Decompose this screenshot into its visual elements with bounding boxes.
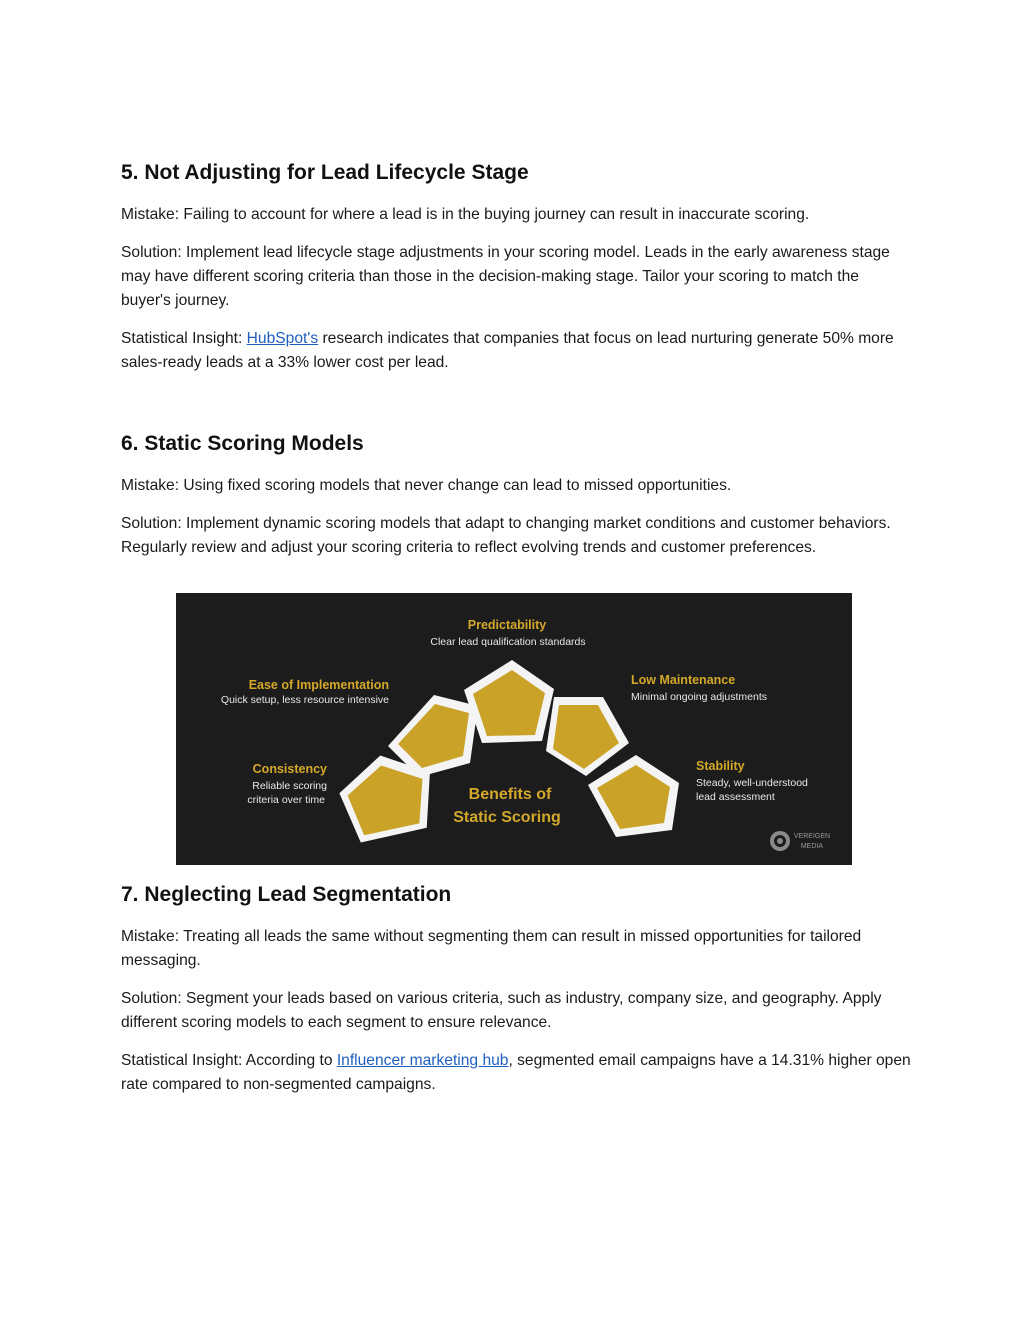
section-7-insight bbox=[121, 1049, 911, 1097]
benefits-infographic bbox=[176, 593, 852, 865]
benefit-low-maintenance-desc: Minimal ongoing adjustments bbox=[631, 691, 767, 703]
section-6-heading: 6. Static Scoring Models bbox=[121, 432, 364, 455]
benefit-low-maintenance-title: Low Maintenance bbox=[631, 673, 736, 687]
section-7-solution: Solution: Segment your leads based on various criteria, such as industry, company size, and geography. Apply different scoring models to each segment to ensure relevance. bbox=[121, 990, 882, 1031]
insight-prefix: Statistical Insight: bbox=[121, 330, 247, 347]
benefit-consistency-title: Consistency bbox=[252, 762, 327, 776]
section-5-mistake: Mistake: Failing to account for where a lead is in the buying journey can result in inaccurate scoring. bbox=[121, 206, 810, 223]
benefit-ease-title: Ease of Implementation bbox=[248, 678, 389, 692]
benefit-stability-desc-line2: lead assessment bbox=[696, 791, 775, 803]
article-body bbox=[121, 158, 911, 574]
section-5-solution: Solution: Implement lead lifecycle stage adjustments in your scoring model. Leads in the early awareness stage may have different scoring criteria than those in the decision-making stage. Tailor your scoring to match the buyer's journey. bbox=[121, 244, 890, 309]
section-5 bbox=[121, 158, 911, 375]
hubspot-link[interactable]: HubSpot's bbox=[246, 330, 319, 347]
insight-suffix: research indicates that companies that focus on lead nurturing generate 50% more sales-ready leads at a 33% lower cost per lead. bbox=[121, 330, 894, 371]
section-7 bbox=[121, 880, 911, 1111]
section-6 bbox=[121, 429, 911, 560]
benefit-predictability-desc: Clear lead qualification standards bbox=[430, 636, 586, 648]
benefit-stability-title: Stability bbox=[696, 759, 745, 773]
logo-text-line1: VEREIGEN bbox=[793, 833, 831, 840]
section-6-solution: Solution: Implement dynamic scoring models that adapt to changing market conditions and customer behaviors. Regularly review and adjust your scoring criteria to reflect evolving trends and customer preferences. bbox=[121, 515, 891, 556]
benefit-consistency-desc-line1: Reliable scoring bbox=[252, 780, 327, 792]
benefit-ease-desc: Quick setup, less resource intensive bbox=[220, 694, 389, 706]
benefit-consistency-desc-line2: criteria over time bbox=[247, 794, 325, 806]
benefit-stability-desc-line1: Steady, well-understood bbox=[696, 777, 808, 789]
section-5-heading: 5. Not Adjusting for Lead Lifecycle Stage bbox=[121, 161, 529, 184]
influencer-marketing-hub-link[interactable]: Influencer marketing hub bbox=[336, 1052, 509, 1069]
logo-text-line2: MEDIA bbox=[800, 843, 824, 850]
infographic-title-line1: Benefits of bbox=[468, 786, 552, 803]
benefit-predictability-title: Predictability bbox=[467, 618, 547, 632]
infographic-title-line2: Static Scoring bbox=[453, 809, 561, 826]
section-7-mistake: Mistake: Treating all leads the same without segmenting them can result in missed opportunities for tailored messaging. bbox=[121, 928, 862, 969]
insight-prefix: Statistical Insight: According to bbox=[121, 1052, 337, 1069]
section-7-heading: 7. Neglecting Lead Segmentation bbox=[121, 883, 452, 906]
insight-suffix: , segmented email campaigns have a 14.31% higher open rate compared to non-segmented campaigns. bbox=[121, 1052, 911, 1093]
section-5-insight bbox=[121, 327, 911, 375]
section-6-mistake: Mistake: Using fixed scoring models that never change can lead to missed opportunities. bbox=[121, 477, 732, 494]
